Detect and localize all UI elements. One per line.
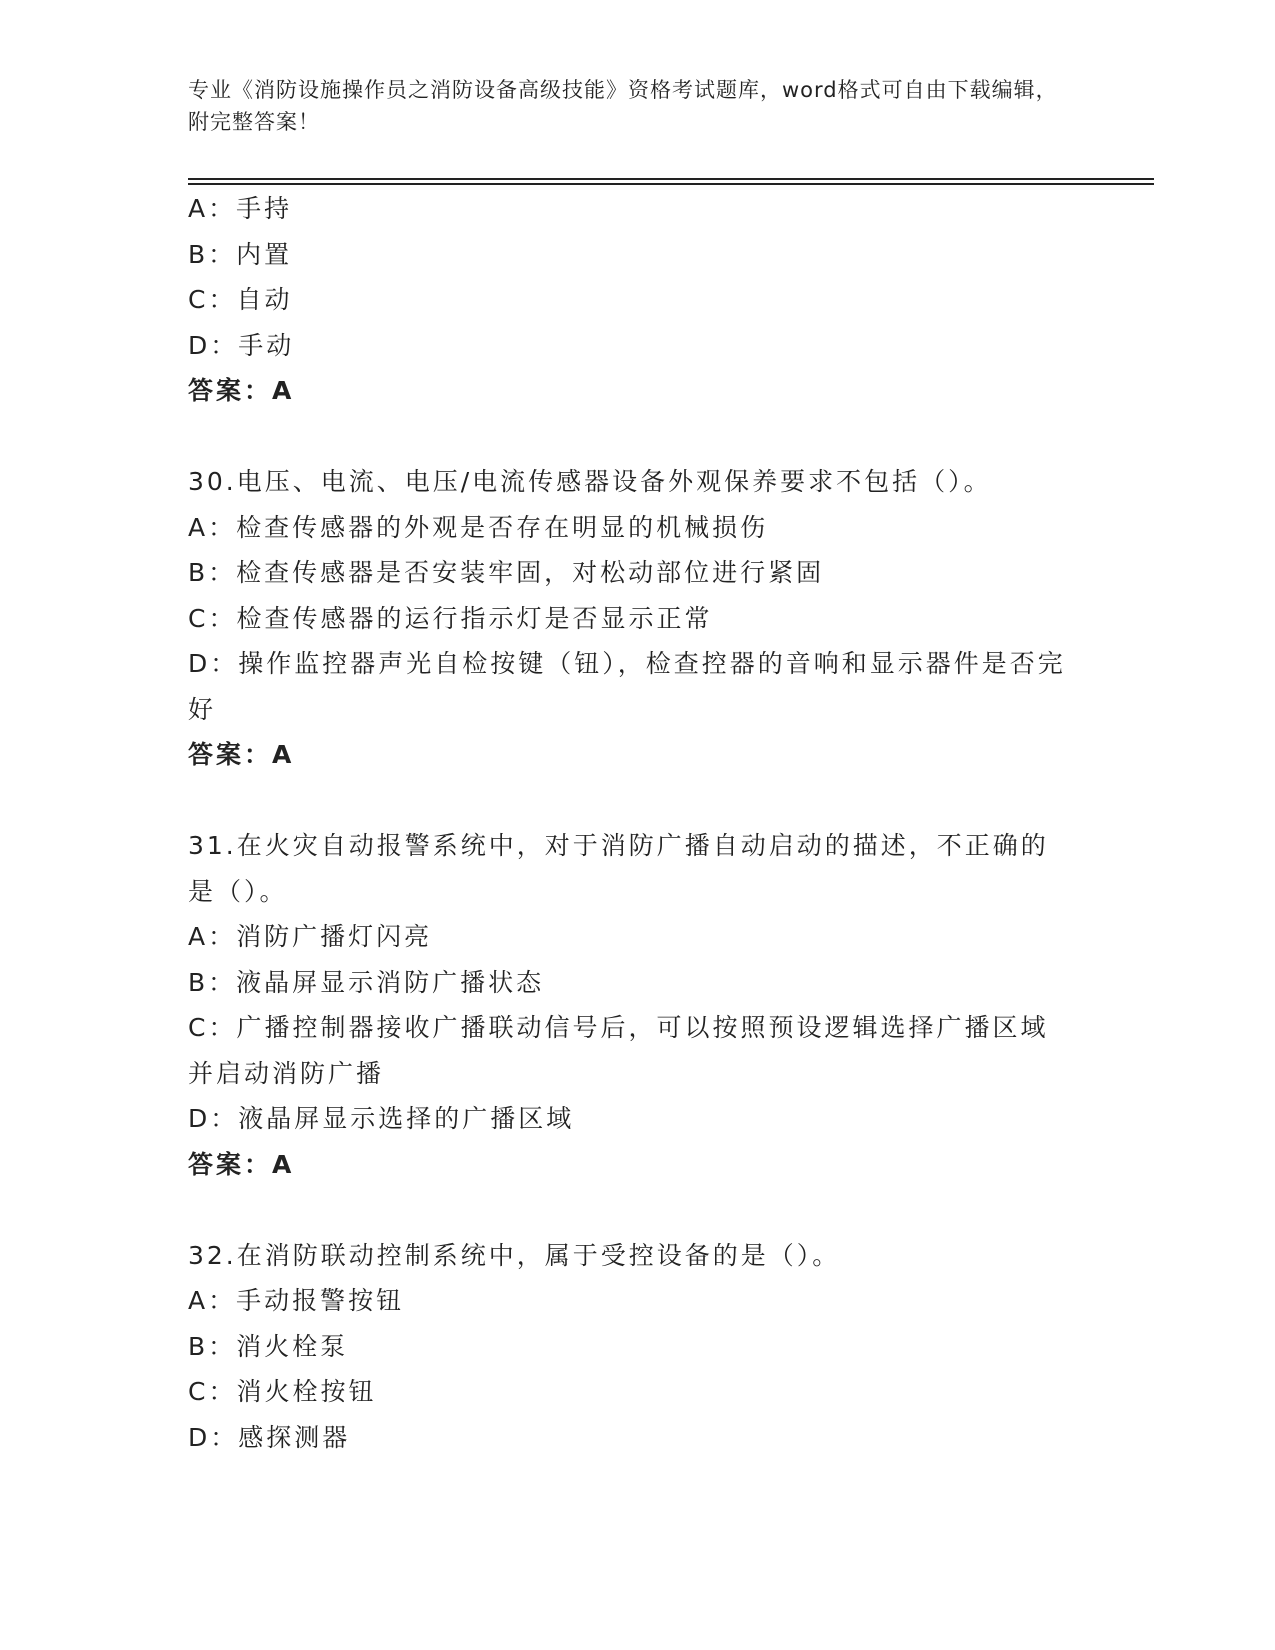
spacer xyxy=(188,414,1088,460)
question-text: 30.电压、电流、电压/电流传感器设备外观保养要求不包括（）。 xyxy=(188,467,992,496)
option-b: B：内置 xyxy=(188,239,293,269)
option-d: D：感探测器 xyxy=(188,1422,351,1452)
header-rule-top xyxy=(188,178,1154,180)
option-a: A：检查传感器的外观是否存在明显的机械损伤 xyxy=(188,512,769,542)
option-a: A：手持 xyxy=(188,194,293,223)
answer: 答案：A xyxy=(188,740,295,769)
option-b: B：液晶屏显示消防广播状态 xyxy=(188,967,545,997)
answer: 答案：A xyxy=(188,1149,295,1179)
spacer xyxy=(188,778,1088,824)
question-30 xyxy=(188,459,1088,778)
document-header: 专业《消防设施操作员之消防设备高级技能》资格考试题库，word格式可自由下载编辑，附完整答案！ xyxy=(188,78,1058,134)
option-c: C：消火栓按钮 xyxy=(188,1377,377,1406)
option-c: C：检查传感器的运行指示灯是否显示正常 xyxy=(188,603,713,633)
question-31 xyxy=(188,823,1088,1187)
option-d: D：液晶屏显示选择的广播区域 xyxy=(188,1104,575,1133)
option-c: C：广播控制器接收广播联动信号后，可以按照预设逻辑选择广播区域并启动消防广播 xyxy=(188,1013,1049,1088)
option-b: B：消火栓泵 xyxy=(188,1331,349,1361)
option-c: C：自动 xyxy=(188,285,293,314)
option-a: A：消防广播灯闪亮 xyxy=(188,922,433,951)
option-d: D：手动 xyxy=(188,330,295,360)
spacer xyxy=(188,1187,1088,1233)
question-list xyxy=(188,186,1088,1460)
option-a: A：手动报警按钮 xyxy=(188,1286,405,1315)
header-rule-bottom xyxy=(188,183,1154,185)
question-text: 32.在消防联动控制系统中，属于受控设备的是（）。 xyxy=(188,1240,841,1270)
answer: 答案：A xyxy=(188,376,295,405)
option-d: D：操作监控器声光自检按键（钮），检查控器的音响和显示器件是否完好 xyxy=(188,649,1066,724)
question-29 xyxy=(188,186,1088,414)
question-text: 31.在火灾自动报警系统中，对于消防广播自动启动的描述，不正确的是（）。 xyxy=(188,831,1049,906)
option-b: B：检查传感器是否安装牢固，对松动部位进行紧固 xyxy=(188,558,825,587)
question-32 xyxy=(188,1233,1088,1461)
